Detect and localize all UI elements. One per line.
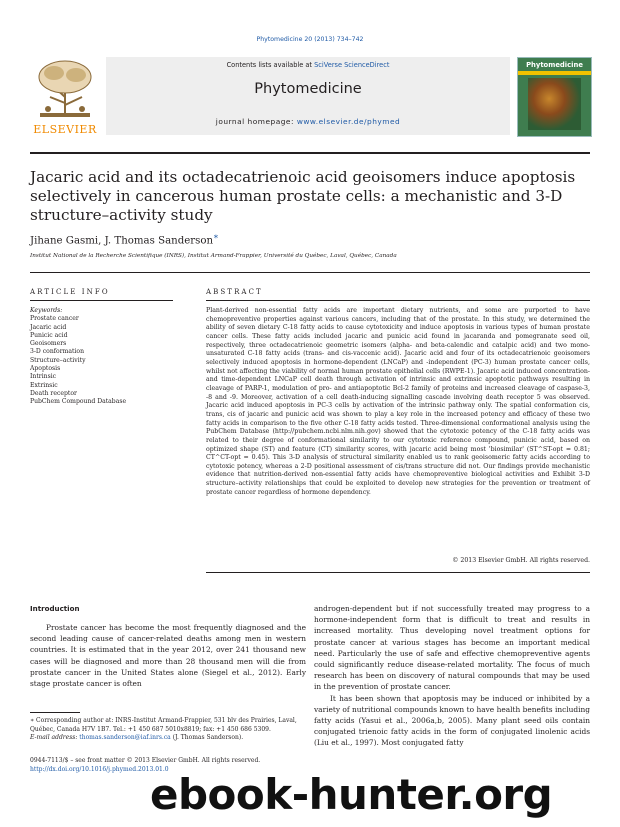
contents-line — [106, 61, 510, 69]
keyword-item: Death receptor — [30, 389, 77, 397]
abstract-text: Plant-derived non-essential fatty acids are important dietary nutrients, and some are purported to have chemopreventive properties against various cancers, including that of the prostate. In this study, we determined the ability of seven dietary C-18 fatty acids to cause cytotoxicity and induce apoptosis in various types of human prostate cancer cells. These fatty acids included jacaric and punicic acid found in jacaranda and pomegranate seed oil, respectively, three octadecatrienoic geometric isomers (alpha- and beta-calendic and catalpic acid) and two mono-unsaturated C-18 fatty acids (trans- and cis-vaccenic acid). Jacaric acid and four of its octadecatrienoic geoisomers selectively induced apoptosis in hormone-dependent (LNCaP) and -independent (PC-3) human prostate cancer cells, whilst not affecting the viability of normal human prostate epithelial cells (RWPE-1). Jacaric acid induced concentration- and time-dependent LNCaP cell death through activation of intrinsic and extrinsic apoptotic pathways resulting in cleavage of PARP-1, modulation of pro- and antiapoptotic Bcl-2 family of proteins and increased cleavage of caspase-3, -8 and -9. Moreover, activation of a cell death-inducing signalling cascade involving death receptor 5 was observed. Jacaric acid induced apoptosis in PC-3 cells by activation of the intrinsic pathway only. The spatial conformation cis, trans, cis of jacaric and punicic acid was shown to play a key role in the increased potency and efficacy of these two fatty acids in comparison to the five other C-18 fatty acids tested. Three-dimensional conformational analysis using the PubChem Database (http://pubchem.ncbi.nlm.nih.gov) showed that the cytotoxic potency of the C-18 fatty acids was related to their degree of conformational similarity to our cytotoxic reference compound, punicic acid, based on optimized shape (ST) and feature (CT) similarity scores, with jacaric acid being most 'biosimilar' (ST^ST-opt = 0.81; CT^CT-opt = 0.45). This 3-D analysis of structural similarity enabled us to rank geoisomeric fatty acids according to cytotoxic potency, whereas a 2-D positional assessment of cis/trans structure did not. Our findings provide mechanistic evidence that nutrition-derived non-essential fatty acids have chemopreventive biological activities and Exhibit 3-D structure–activity relationships that could be exploited to develop new strategies for the prevention or treatment of prostate cancer regardless of hormone dependency. — [206, 307, 590, 496]
cover-illustration — [528, 78, 581, 130]
abstract-bottom-rule — [206, 572, 590, 573]
article-info-rule — [30, 300, 173, 301]
keywords-label: Keywords: — [30, 307, 63, 314]
keywords-block — [30, 307, 173, 407]
journal-homepage-line — [106, 117, 510, 126]
watermark: ebook-hunter.org — [150, 770, 553, 819]
sciencedirect-link[interactable]: SciVerse ScienceDirect — [314, 61, 390, 69]
abstract-rule — [206, 300, 590, 301]
email-suffix: (J. Thomas Sanderson). — [170, 734, 244, 742]
journal-header-box — [106, 57, 510, 135]
copyright: © 2013 Elsevier GmbH. All rights reserved. — [452, 557, 590, 564]
homepage-prefix: journal homepage: — [215, 117, 297, 126]
footnote-rule — [30, 712, 80, 713]
keyword-item: Intrinsic — [30, 373, 57, 381]
corresponding-author-mark[interactable]: ∗ — [213, 232, 219, 242]
middle-rule — [30, 272, 590, 273]
introduction-heading: Introduction — [30, 604, 80, 613]
intro-paragraph: androgen-dependent but if not successfully treated may progress to a hormone-independent form that is difficult to treat and results in increased mortality. Thus developing novel treatment options for prostate cancer at various stages has become an important medical need. Particularly the use of safe and effective chemopreventive agents could significantly reduce disease-related mortality. The focus of much research has been on discovery of natural compounds that may be used in the prevention of prostate cancer. — [314, 604, 590, 692]
keyword-item: Prostate cancer — [30, 315, 79, 323]
article-title: Jacaric acid and its octadecatrienoic acid geoisomers induce apoptosis selectively in cancerous human prostate cells: a mechanistic and 3-D structure–activity study — [30, 168, 576, 224]
journal-cover-image — [517, 57, 592, 137]
keyword-item: 3-D conformation — [30, 348, 85, 356]
authors: Jihane Gasmi, J. Thomas Sanderson — [30, 235, 214, 247]
article-info-heading: ARTICLE INFO — [30, 288, 110, 296]
email-link[interactable]: thomas.sanderson@iaf.inrs.ca — [79, 734, 171, 742]
keyword-item: Apoptosis — [30, 365, 61, 373]
cover-title: Phytomedicine — [526, 61, 583, 69]
abstract-heading: ABSTRACT — [206, 288, 263, 296]
keyword-item: Geoisomers — [30, 340, 67, 348]
keyword-item: Structure–activity — [30, 356, 86, 364]
footnote — [30, 717, 306, 743]
keyword-item: PubChem Compound Database — [30, 398, 127, 406]
homepage-link[interactable]: www.elsevier.de/phymed — [296, 117, 401, 126]
cover-band — [518, 71, 591, 75]
intro-left-column: Prostate cancer has become the most frequently diagnosed and the second leading cause of cancer-related deaths among men in western countries. It is estimated that in the year 2012, over 241 thousand new cases will be diagnosed and more than 28 thousand men will die from prostate cancer in the United States alone (Siegel et al., 2012). Early stage prostate cancer is often — [30, 623, 306, 689]
journal-title: Phytomedicine — [254, 81, 362, 97]
issn-line: 0944-7113/$ – see front matter © 2013 Elsevier GmbH. All rights reserved. — [30, 757, 261, 764]
masthead — [30, 57, 590, 141]
publisher-logo-text: ELSEVIER — [33, 123, 97, 136]
top-rule — [30, 152, 590, 154]
intro-right-column — [314, 603, 590, 749]
footnote-email-line — [30, 734, 306, 743]
doi-link[interactable]: http://dx.doi.org/10.1016/j.phymed.2013.01.0 — [30, 765, 169, 773]
affiliation: Institut National de la Recherche Scientifique (INRS), Institut Armand-Frappier, Université du Québec, Laval, Québec, Canada — [30, 253, 397, 259]
keyword-item: Jacaric acid — [30, 323, 67, 331]
keyword-item: Extrinsic — [30, 381, 58, 389]
keyword-item: Punicic acid — [30, 331, 68, 339]
contents-prefix: Contents lists available at — [226, 61, 315, 69]
intro-paragraph: It has been shown that apoptosis may be induced or inhibited by a variety of nutritional compounds known to have health benefits including fatty acids (Yasui et al., 2006a,b, 2005). Many plant seed oils contain conjugated trienoic fatty acids in the form of conjugated linolenic acids (Liu et al., 1997). Most conjugated fatty — [314, 693, 590, 748]
email-label: E-mail address: — [30, 734, 80, 742]
author-line — [30, 232, 219, 246]
journal-reference[interactable]: Phytomedicine 20 (2013) 734–742 — [256, 36, 364, 43]
footnote-text: ∗ Corresponding author at: INRS-Institut Armand-Frappier, 531 blv des Prairies, Laval, Québec, Canada H7V 1B7. Tel.: +1 450 687 5010x8819; fax: +1 450 686 5309. — [30, 717, 297, 733]
